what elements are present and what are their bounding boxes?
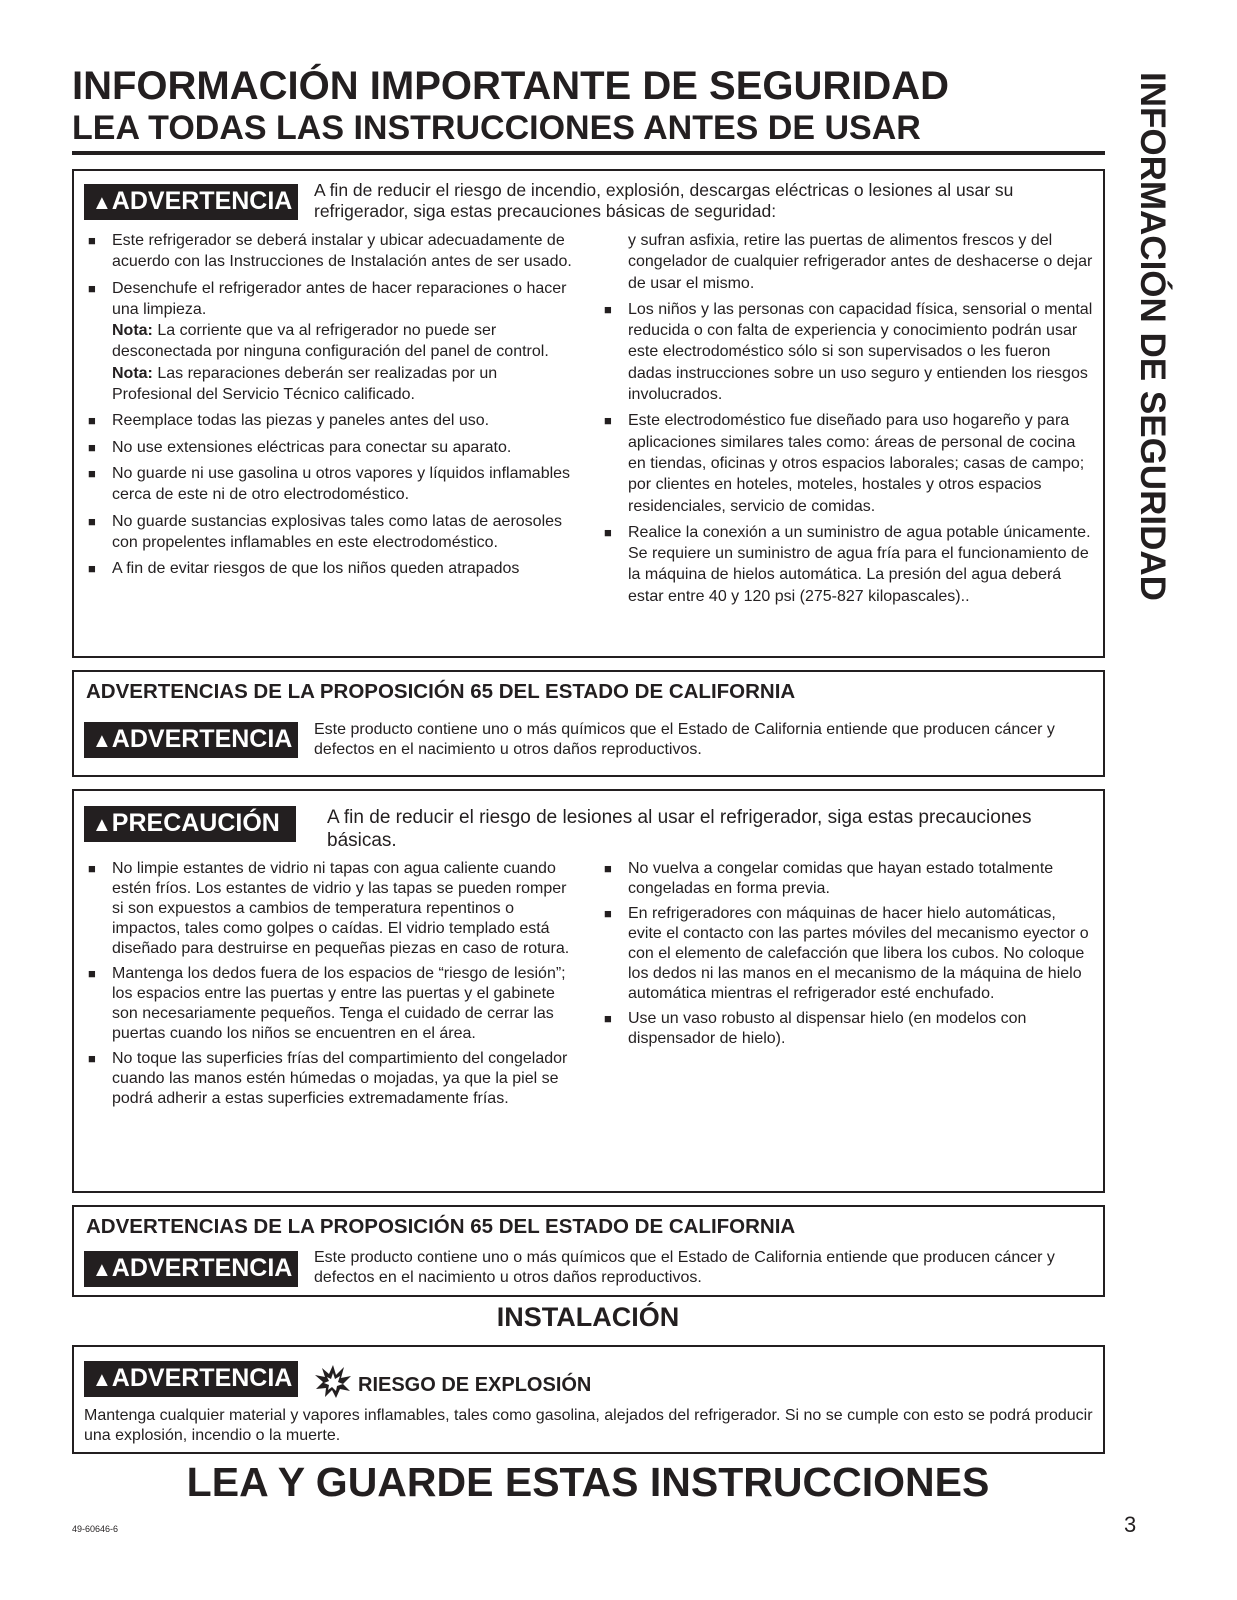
safety-warning-box — [72, 169, 1105, 658]
bullet-icon: ■ — [88, 1051, 96, 1066]
bullet-icon: ■ — [604, 1011, 612, 1026]
installation-heading: INSTALACIÓN — [496, 1302, 680, 1332]
list-item: ■ Mantenga los dedos fuera de los espacios de “riesgo de lesión”; los espacios entre las puertas y entre las puertas y el gabinete son necesariamente pequeños. Tenga el cuidado de cerrar las puertas cuando los niños se encuentren en el área. — [88, 965, 566, 1042]
list-item: ■ En refrigeradores con máquinas de hacer hielo automáticas, evite el contacto con las partes móviles del mecanismo eyector o con el elemento de calefacción que libera los cubos. No coloque los dedos ni las manos en el mecanismo de la máquina de hielo automática mientras el refrigerador esté enchufado. — [604, 905, 1089, 1002]
page-number: 3 — [1124, 1512, 1137, 1537]
list-item: ■ No limpie estantes de vidrio ni tapas con agua caliente cuando estén fríos. Los estantes de vidrio y las tapas se pueden romper si son expuestos a cambios de temperatura repentinos o impactos, tales como golpes o caídas. El vidrio templado está diseñado para destruirse en pequeñas piezas en caso de rotura. — [88, 860, 570, 957]
warning-badge: ▲ADVERTENCIA — [84, 1361, 298, 1397]
title-rule — [72, 151, 1105, 155]
bullet-icon: ■ — [604, 301, 612, 317]
list-item: ■ No toque las superficies frías del compartimiento del congelador cuando las manos estén húmedas o mojadas, ya que la piel se podrá adherir a estas superficies extremadamente frías. — [88, 1050, 568, 1107]
list-item: ■ Use un vaso robusto al dispensar hielo (en modelos con dispensador de hielo). — [604, 1010, 1027, 1047]
risk-label: RIESGO DE EXPLOSIÓN — [358, 1374, 592, 1396]
prop65-text: Este producto contiene uno o más químicos que el Estado de California entiende que producen cáncer y defectos en el nacimiento u otros daños reproductivos. — [314, 721, 1055, 758]
note-label: Nota: — [112, 322, 153, 340]
bullet-icon: ■ — [88, 465, 96, 481]
prop65-box — [72, 670, 1105, 777]
explosion-warning-text: Mantenga cualquier material y vapores inflamables, tales como gasolina, alejados del refrigerador. Si no se cumple con esto se podrá producir una explosión, incendio o la muerte. — [84, 1407, 1093, 1444]
left-column — [86, 859, 576, 1114]
warning-badge: ▲ADVERTENCIA — [84, 722, 298, 758]
bullet-icon: ■ — [88, 861, 96, 876]
list-item: ■ A fin de evitar riesgos de que los niños queden atrapados — [86, 558, 574, 579]
left-column — [86, 230, 574, 584]
bullet-icon: ■ — [604, 861, 612, 876]
list-item: ■ Los niños y las personas con capacidad física, sensorial o mental reducida o con falta de experiencia y conocimiento podrán usar este electrodoméstico sólo si son supervisados o les fueron dadas instrucciones sobre un uso seguro y entienden los riesgos involucrados. — [604, 300, 1093, 404]
bullet-icon: ■ — [604, 906, 612, 921]
bullet-icon: ■ — [88, 561, 96, 577]
right-column — [602, 230, 1094, 612]
list-item: ■ Realice la conexión a un suministro de agua potable únicamente. Se requiere un suministro de agua fría para el funcionamiento de la máquina de hielos automática. La presión del agua deberá estar entre 40 y 120 psi (275-827 kilopascales).. — [604, 523, 1091, 605]
prop65-text: Este producto contiene uno o más químicos que el Estado de California entiende que producen cáncer y defectos en el nacimiento u otros daños reproductivos. — [314, 1249, 1055, 1286]
side-section-label: INFORMACIÓN DE SEGURIDAD — [1133, 72, 1172, 601]
bullet-icon: ■ — [88, 280, 96, 296]
prop65-title: ADVERTENCIAS DE LA PROPOSICIÓN 65 DEL ESTADO DE CALIFORNIA — [86, 1215, 796, 1238]
explosion-icon — [314, 1363, 352, 1399]
caution-intro: A fin de reducir el riesgo de lesiones al usar el refrigerador, siga estas precauciones básicas. — [327, 807, 1032, 851]
list-item: ■ No vuelva a congelar comidas que hayan estado totalmente congeladas en forma previa. — [604, 860, 1054, 897]
list-item: ■ Este electrodoméstico fue diseñado para uso hogareño y para aplicaciones similares tales como: áreas de personal de cocina en tiendas, oficinas y otros espacios laborales; casas de campo; por clientes en hoteles, moteles, hostales y otros espacios residenciales, servicio de comidas. — [604, 412, 1085, 515]
explosion-warning-box — [72, 1345, 1105, 1454]
caution-badge: ▲PRECAUCIÓN — [84, 806, 296, 842]
warning-triangle-icon: ▲ — [92, 730, 112, 752]
bullet-icon: ■ — [88, 413, 96, 429]
warning-badge: ▲ADVERTENCIA — [84, 1251, 298, 1287]
warning-triangle-icon: ▲ — [92, 1259, 112, 1281]
bullet-icon: ■ — [88, 233, 96, 248]
warning-badge: ▲ADVERTENCIA — [84, 184, 298, 220]
warning-triangle-icon: ▲ — [92, 814, 112, 836]
page-title: INFORMACIÓN IMPORTANTE DE SEGURIDAD — [72, 64, 950, 108]
list-item: ■ No use extensiones eléctricas para conectar su aparato. — [86, 437, 574, 458]
footer-title: LEA Y GUARDE ESTAS INSTRUCCIONES — [186, 1459, 990, 1505]
list-item: ■ Reemplace todas las piezas y paneles antes del uso. — [86, 410, 574, 431]
note-label: Nota: — [112, 364, 153, 382]
prop65-box — [72, 1205, 1105, 1297]
list-item: ■ Este refrigerador se deberá instalar y ubicar adecuadamente de acuerdo con las Instrucciones de Instalación antes de ser usado. — [88, 232, 572, 271]
warning-triangle-icon: ▲ — [92, 1369, 112, 1391]
bullet-icon: ■ — [88, 966, 96, 981]
bullet-icon: ■ — [88, 513, 96, 529]
warning-intro: A fin de reducir el riesgo de incendio, explosión, descargas eléctricas o lesiones al usar su refrigerador, siga estas precauciones básicas de seguridad: — [314, 180, 1014, 221]
right-column — [602, 859, 1094, 1054]
list-item: ■ No guarde sustancias explosivas tales como latas de aerosoles con propelentes inflamables en este electrodoméstico. — [88, 512, 563, 551]
list-item-continued: y sufran asfixia, retire las puertas de alimentos frescos y del congelador de cualquier refrigerador antes de deshacerse o dejar de usar el mismo. — [628, 232, 1093, 292]
bullet-icon: ■ — [604, 524, 612, 540]
bullet-icon: ■ — [604, 413, 612, 429]
list-item: ■ Desenchufe el refrigerador antes de hacer reparaciones o hacer una limpieza. Nota: La corriente que va al refrigerador no puede ser desconectada por ninguna configuración del panel de control. Nota: Las reparaciones deberán ser realizadas por un Profesional del Servicio Técnico calificado. — [88, 279, 567, 404]
prop65-title: ADVERTENCIAS DE LA PROPOSICIÓN 65 DEL ESTADO DE CALIFORNIA — [86, 680, 796, 703]
page-subtitle: LEA TODAS LAS INSTRUCCIONES ANTES DE USAR — [72, 109, 921, 147]
list-item: ■ No guarde ni use gasolina u otros vapores y líquidos inflamables cerca de este ni de otro electrodoméstico. — [88, 464, 571, 504]
warning-triangle-icon: ▲ — [92, 192, 112, 214]
bullet-icon: ■ — [88, 439, 96, 455]
document-code: 49-60646-6 — [72, 1524, 119, 1534]
caution-box — [72, 789, 1105, 1193]
